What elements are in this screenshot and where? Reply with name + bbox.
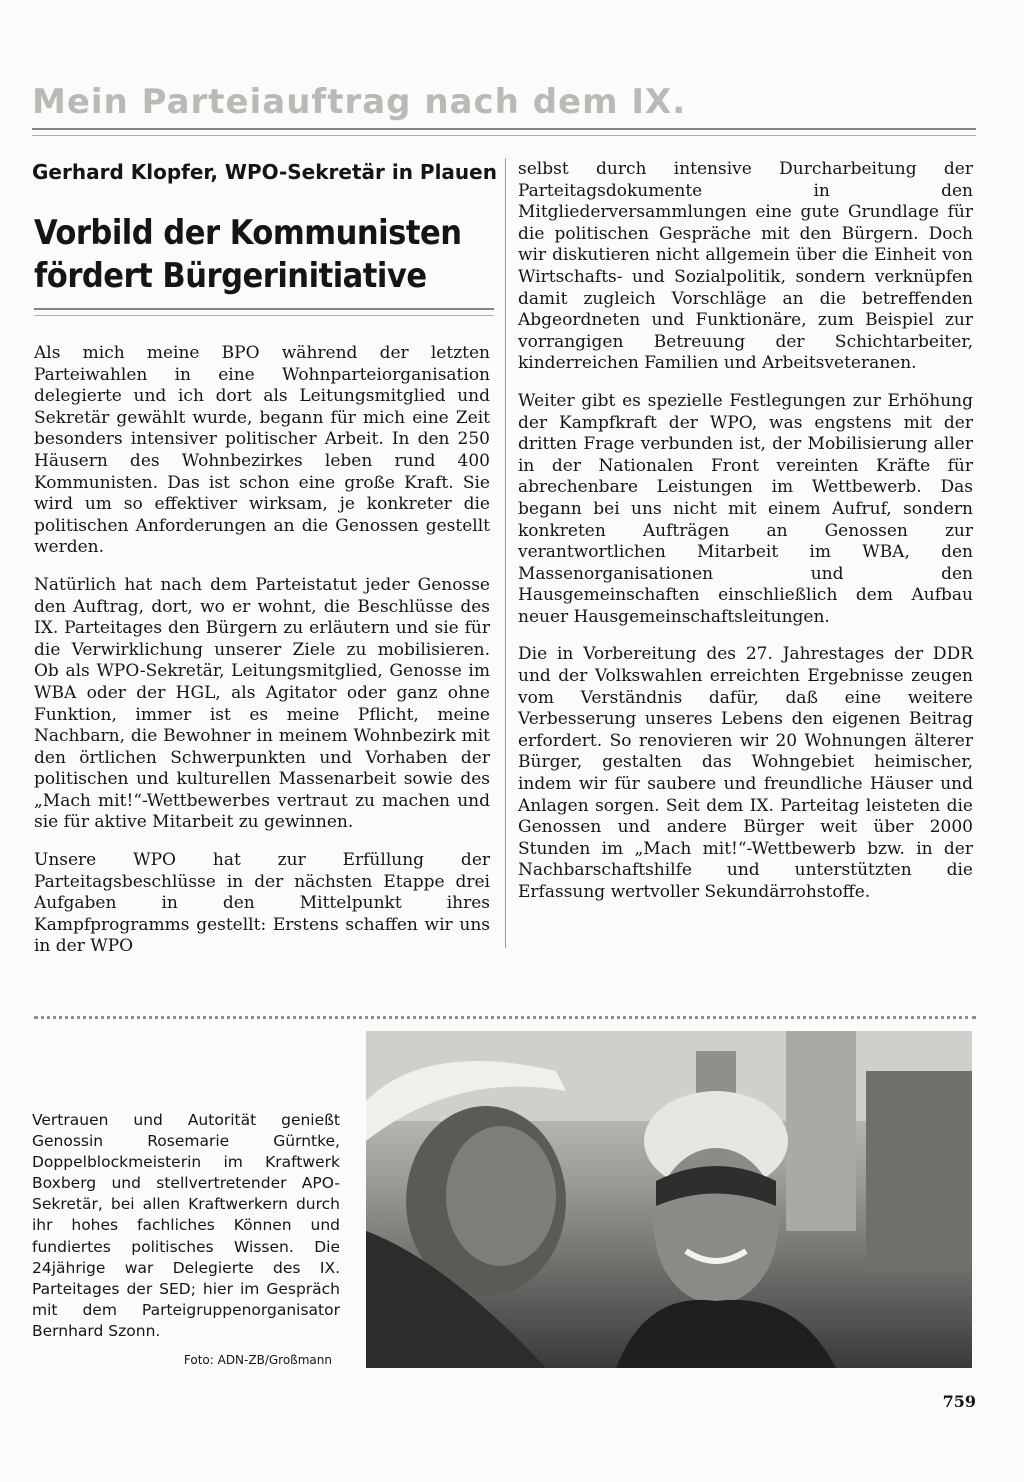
article-paragraph: Weiter gibt es spezielle Festlegungen zur Erhöhung der Kampfkraft der WPO, was engstens mit der dritten Frage verbunden ist, der Mobilisierung aller in der Nationalen Front vereinten Kräfte für abrechenbare Leistungen im Wettbewerb. Das begann bei uns nicht mit einem Aufruf, sondern konkreten Aufträgen an Genossen zur verantwortlichen Mitarbeit im WBA, den Massenorganisationen und den Hausgemeinschaften einschließlich dem Aufbau neuer Hausgemeinschaftsleitungen. — [518, 390, 973, 627]
photo-illustration — [366, 1031, 972, 1368]
headline — [34, 212, 494, 298]
article-paragraph: Natürlich hat nach dem Parteistatut jeder Genosse den Auftrag, dort, wo er wohnt, die Beschlüsse des IX. Parteitages den Bürgern zu erläutern und sie für die Verwirklichung unserer Ziele zu mobilisieren. Ob als WPO-Sekretär, Leitungsmitglied, Genosse im WBA oder der HGL, als Agitator oder ganz ohne Funktion, immer ist es meine Pflicht, meine Nachbarn, die Bewohner in meinem Wohnbezirk mit den örtlichen Schwerpunkten und Vorhaben der politischen und kulturellen Massenarbeit sowie des „Mach mit!“-Wettbewerbes vertraut zu machen und sie für aktive Mitarbeit zu gewinnen. — [34, 574, 490, 833]
article-paragraph: Als mich meine BPO während der letzten Parteiwahlen in eine Wohnparteiorganisation delegierte und ich dort als Leitungsmitglied und Sekretär gewählt wurde, begann für mich eine Zeit besonders intensiver politischer Arbeit. In den 250 Häusern des Wohnbezirkes leben rund 400 Kommunisten. Das ist schon eine große Kraft. Sie wird um so effektiver wirksam, je konkreter die politischen Anforderungen an die Genossen gestellt werden. — [34, 343, 490, 558]
photo-caption: Vertrauen und Autorität genießt Genossin Rosemarie Gürntke, Doppelblockmeisterin im Kraftwerk Boxberg und stellvertretender APO-Sekretär, bei allen Kraftwerkern durch ihr hohes fachliches Können und fundiertes politisches Wissen. Die 24jährige war Delegierte des IX. Parteitages der SED; hier im Gespräch mit dem Parteigruppenorganisator Bernhard Szonn. — [32, 1111, 340, 1340]
series-title: Mein Parteiauftrag nach dem IX. — [32, 82, 687, 122]
article-paragraph: Unsere WPO hat zur Erfüllung der Parteitagsbeschlüsse in der nächsten Etappe drei Aufgaben in den Mittelpunkt ihres Kampfprogramms gestellt: Erstens schaffen wir uns in der WPO — [34, 850, 490, 957]
photo — [366, 1031, 972, 1368]
article-right-column — [518, 159, 973, 920]
photo-credit: Foto: ADN-ZB/Großmann — [183, 1353, 332, 1367]
column-divider — [505, 158, 506, 948]
headline-rule — [34, 308, 494, 316]
photo-section-rule — [34, 1016, 976, 1024]
headline-line-1: Vorbild der Kommunisten — [34, 213, 462, 253]
byline: Gerhard Klopfer, WPO-Sekretär in Plauen — [32, 160, 497, 184]
article-paragraph: Die in Vorbereitung des 27. Jahrestages der DDR und der Volkswahlen erreichten Ergebnisse zeugen vom Verständnis dafür, daß eine weitere Verbesserung unseres Lebens den eigenen Beitrag erfordert. So renovieren wir 20 Wohnungen älterer Bürger, gestalten das Wohngebiet heimischer, indem wir für saubere und freundliche Häuser und Anlagen sorgen. Seit dem IX. Parteitag leisteten die Genossen und andere Bürger weit über 2000 Stunden im „Mach mit!“-Wettbewerb bzw. in der Nachbarschaftshilfe und unterstützten die Erfassung wertvoller Sekundärrohstoffe. — [518, 644, 973, 902]
series-title-rule — [32, 128, 976, 136]
article-left-column — [34, 343, 490, 974]
headline-line-2: fördert Bürgerinitiative — [34, 256, 427, 296]
article-paragraph: selbst durch intensive Durcharbeitung der Parteitagsdokumente in den Mitgliederversammlungen eine gute Grundlage für die politischen Gespräche mit den Bürgern. Doch wir diskutieren nicht allgemein über die Einheit von Wirtschafts- und Sozialpolitik, sondern verknüpfen damit zugleich Vorschläge an die betreffenden Abgeordneten und Funktionäre, zum Beispiel zur vorrangigen Betreuung der Schichtarbeiter, kinderreichen Familien und Arbeitsveteranen. — [518, 159, 973, 374]
page-number: 759 — [942, 1392, 976, 1411]
